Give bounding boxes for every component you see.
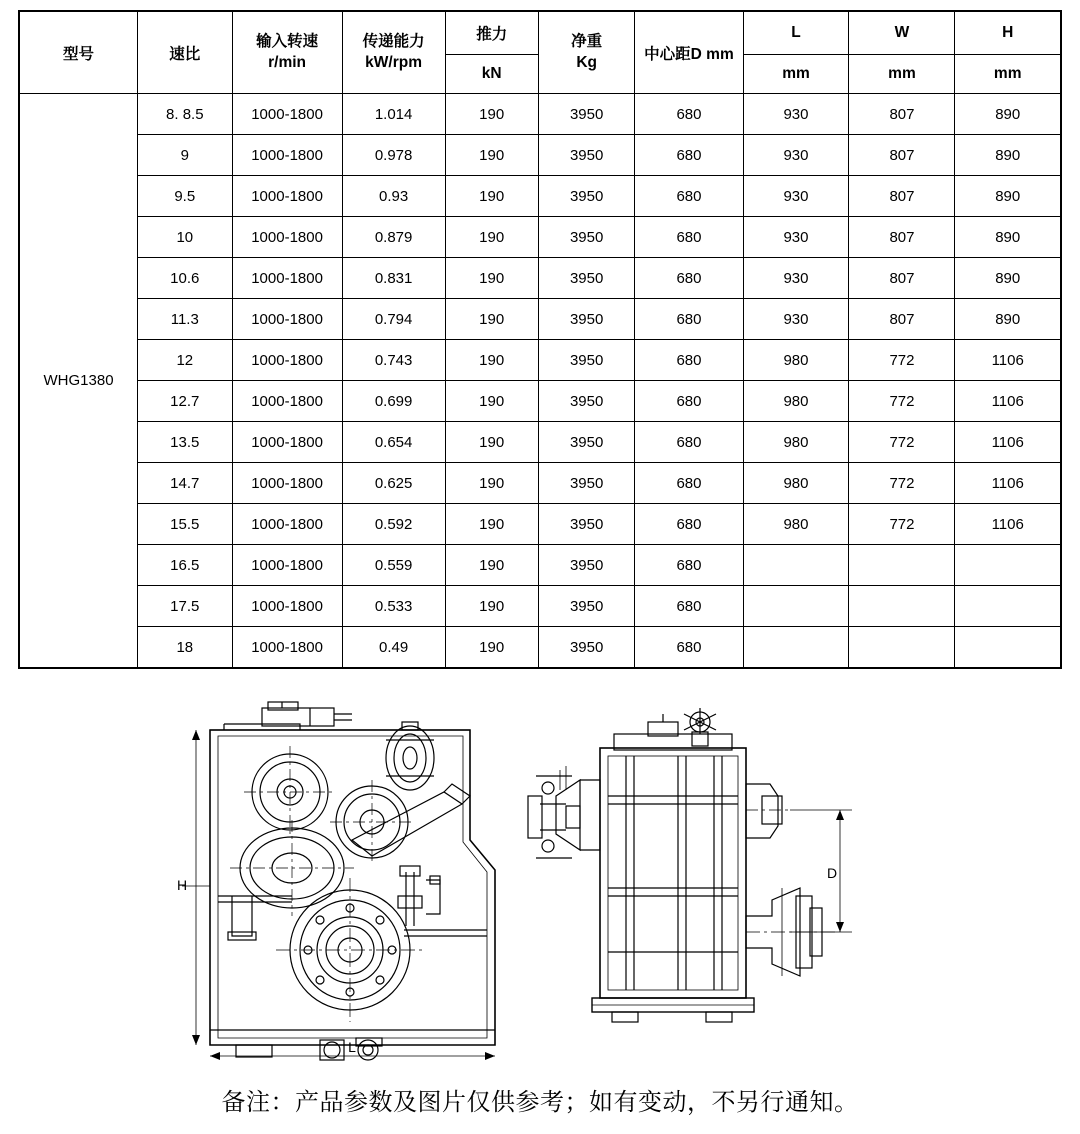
cell-weight: 3950 — [538, 627, 635, 669]
header-capacity-line1: 传递能力 — [362, 32, 425, 50]
cell-thrust: 190 — [445, 176, 538, 217]
cell-length: 980 — [743, 381, 849, 422]
cell-thrust: 190 — [445, 135, 538, 176]
cell-width: 807 — [849, 94, 955, 135]
cell-thrust: 190 — [445, 504, 538, 545]
cell-weight: 3950 — [538, 135, 635, 176]
header-thrust: 推力 — [445, 11, 538, 55]
table-row — [19, 627, 1061, 669]
cell-height — [955, 586, 1061, 627]
header-height-unit: mm — [955, 55, 1061, 94]
header-weight-line1: 净重 — [571, 32, 603, 50]
cell-height: 890 — [955, 258, 1061, 299]
header-weight-line2: Kg — [576, 53, 597, 71]
cell-center-distance: 680 — [635, 299, 743, 340]
cell-height — [955, 545, 1061, 586]
header-input-speed — [232, 11, 342, 94]
cell-capacity: 0.879 — [342, 217, 445, 258]
header-center-distance: 中心距D mm — [635, 11, 743, 94]
cell-input-speed: 1000-1800 — [232, 627, 342, 669]
table-row — [19, 258, 1061, 299]
table-header — [19, 11, 1061, 94]
cell-length: 980 — [743, 463, 849, 504]
front-view — [182, 702, 495, 1060]
header-input-speed-line2: r/min — [268, 53, 307, 71]
cell-height — [955, 627, 1061, 669]
cell-length: 930 — [743, 135, 849, 176]
table-row — [19, 340, 1061, 381]
dimension-label-d: D — [826, 865, 838, 881]
cell-weight: 3950 — [538, 463, 635, 504]
cell-weight: 3950 — [538, 340, 635, 381]
cell-thrust: 190 — [445, 545, 538, 586]
cell-weight: 3950 — [538, 258, 635, 299]
cell-model: WHG1380 — [19, 94, 138, 669]
header-weight — [538, 11, 635, 94]
cell-capacity: 0.559 — [342, 545, 445, 586]
table-row — [19, 176, 1061, 217]
cell-capacity: 0.978 — [342, 135, 445, 176]
cell-weight: 3950 — [538, 422, 635, 463]
table-row — [19, 299, 1061, 340]
cell-ratio: 9 — [138, 135, 232, 176]
header-width-unit: mm — [849, 55, 955, 94]
table-row — [19, 94, 1061, 135]
spec-table-container — [18, 10, 1062, 669]
table-row — [19, 422, 1061, 463]
cell-thrust: 190 — [445, 422, 538, 463]
cell-thrust: 190 — [445, 94, 538, 135]
cell-length: 980 — [743, 340, 849, 381]
cell-ratio: 12.7 — [138, 381, 232, 422]
cell-center-distance: 680 — [635, 463, 743, 504]
cell-height: 890 — [955, 94, 1061, 135]
cell-ratio: 14.7 — [138, 463, 232, 504]
cell-thrust: 190 — [445, 258, 538, 299]
cell-center-distance: 680 — [635, 176, 743, 217]
header-length-unit: mm — [743, 55, 849, 94]
cell-height: 1106 — [955, 504, 1061, 545]
header-thrust-unit: kN — [445, 55, 538, 94]
cell-width: 807 — [849, 217, 955, 258]
specification-table — [18, 10, 1062, 669]
cell-weight: 3950 — [538, 545, 635, 586]
cell-length: 930 — [743, 94, 849, 135]
cell-capacity: 0.93 — [342, 176, 445, 217]
cell-capacity: 0.794 — [342, 299, 445, 340]
cell-width — [849, 586, 955, 627]
cell-length: 930 — [743, 299, 849, 340]
drawing-svg — [0, 700, 1080, 1070]
cell-width: 772 — [849, 422, 955, 463]
cell-height: 890 — [955, 135, 1061, 176]
cell-center-distance: 680 — [635, 381, 743, 422]
cell-ratio: 16.5 — [138, 545, 232, 586]
cell-capacity: 0.533 — [342, 586, 445, 627]
cell-input-speed: 1000-1800 — [232, 586, 342, 627]
cell-width: 807 — [849, 258, 955, 299]
cell-ratio: 11.3 — [138, 299, 232, 340]
cell-weight: 3950 — [538, 217, 635, 258]
header-height: H — [955, 11, 1061, 55]
cell-input-speed: 1000-1800 — [232, 299, 342, 340]
footnote-remark: 备注：产品参数及图片仅供参考；如有变动，不另行通知。 — [221, 1089, 859, 1116]
cell-center-distance: 680 — [635, 586, 743, 627]
cell-thrust: 190 — [445, 299, 538, 340]
cell-capacity: 0.654 — [342, 422, 445, 463]
cell-ratio: 18 — [138, 627, 232, 669]
table-row — [19, 381, 1061, 422]
cell-input-speed: 1000-1800 — [232, 135, 342, 176]
cell-input-speed: 1000-1800 — [232, 504, 342, 545]
table-body — [19, 94, 1061, 669]
cell-thrust: 190 — [445, 627, 538, 669]
cell-center-distance: 680 — [635, 94, 743, 135]
table-row — [19, 217, 1061, 258]
header-ratio: 速比 — [138, 11, 232, 94]
cell-capacity: 0.831 — [342, 258, 445, 299]
cell-width: 807 — [849, 135, 955, 176]
cell-ratio: 10 — [138, 217, 232, 258]
cell-center-distance: 680 — [635, 135, 743, 176]
cell-height: 1106 — [955, 463, 1061, 504]
cell-input-speed: 1000-1800 — [232, 340, 342, 381]
cell-weight: 3950 — [538, 299, 635, 340]
cell-width: 772 — [849, 463, 955, 504]
cell-capacity: 0.49 — [342, 627, 445, 669]
cell-thrust: 190 — [445, 463, 538, 504]
header-length: L — [743, 11, 849, 55]
cell-input-speed: 1000-1800 — [232, 94, 342, 135]
cell-height: 890 — [955, 217, 1061, 258]
cell-length: 980 — [743, 422, 849, 463]
cell-capacity: 0.743 — [342, 340, 445, 381]
cell-thrust: 190 — [445, 217, 538, 258]
cell-capacity: 0.625 — [342, 463, 445, 504]
cell-center-distance: 680 — [635, 217, 743, 258]
cell-ratio: 9.5 — [138, 176, 232, 217]
cell-center-distance: 680 — [635, 627, 743, 669]
cell-length — [743, 586, 849, 627]
cell-height: 1106 — [955, 422, 1061, 463]
cell-width — [849, 627, 955, 669]
cell-thrust: 190 — [445, 586, 538, 627]
cell-input-speed: 1000-1800 — [232, 545, 342, 586]
table-row — [19, 463, 1061, 504]
cell-ratio: 10.6 — [138, 258, 232, 299]
dimension-label-l: L — [348, 1039, 356, 1055]
cell-center-distance: 680 — [635, 504, 743, 545]
gearbox-technical-drawing — [0, 700, 1080, 1070]
cell-thrust: 190 — [445, 381, 538, 422]
cell-ratio: 8. 8.5 — [138, 94, 232, 135]
cell-thrust: 190 — [445, 340, 538, 381]
cell-length — [743, 545, 849, 586]
cell-length: 930 — [743, 176, 849, 217]
cell-capacity: 0.592 — [342, 504, 445, 545]
cell-weight: 3950 — [538, 176, 635, 217]
cell-length: 930 — [743, 258, 849, 299]
cell-input-speed: 1000-1800 — [232, 217, 342, 258]
cell-center-distance: 680 — [635, 422, 743, 463]
cell-input-speed: 1000-1800 — [232, 381, 342, 422]
table-row — [19, 504, 1061, 545]
header-capacity — [342, 11, 445, 94]
cell-ratio: 17.5 — [138, 586, 232, 627]
cell-ratio: 12 — [138, 340, 232, 381]
cell-ratio: 13.5 — [138, 422, 232, 463]
cell-weight: 3950 — [538, 94, 635, 135]
cell-width: 772 — [849, 340, 955, 381]
cell-input-speed: 1000-1800 — [232, 463, 342, 504]
cell-width: 807 — [849, 176, 955, 217]
header-width: W — [849, 11, 955, 55]
header-model: 型号 — [19, 11, 138, 94]
cell-ratio: 15.5 — [138, 504, 232, 545]
table-row — [19, 135, 1061, 176]
cell-width: 772 — [849, 504, 955, 545]
cell-center-distance: 680 — [635, 340, 743, 381]
cell-height: 890 — [955, 299, 1061, 340]
cell-height: 890 — [955, 176, 1061, 217]
cell-width — [849, 545, 955, 586]
header-capacity-line2: kW/rpm — [365, 53, 422, 71]
cell-height: 1106 — [955, 340, 1061, 381]
cell-center-distance: 680 — [635, 258, 743, 299]
cell-weight: 3950 — [538, 586, 635, 627]
dimension-label-h: H — [176, 877, 188, 893]
cell-input-speed: 1000-1800 — [232, 176, 342, 217]
header-input-speed-line1: 输入转速 — [256, 32, 319, 50]
cell-center-distance: 680 — [635, 545, 743, 586]
cell-weight: 3950 — [538, 381, 635, 422]
cell-capacity: 0.699 — [342, 381, 445, 422]
cell-height: 1106 — [955, 381, 1061, 422]
cell-weight: 3950 — [538, 504, 635, 545]
cell-length: 930 — [743, 217, 849, 258]
cell-input-speed: 1000-1800 — [232, 422, 342, 463]
cell-input-speed: 1000-1800 — [232, 258, 342, 299]
side-view — [528, 708, 852, 1022]
cell-length — [743, 627, 849, 669]
cell-width: 772 — [849, 381, 955, 422]
cell-width: 807 — [849, 299, 955, 340]
cell-capacity: 1.014 — [342, 94, 445, 135]
cell-length: 980 — [743, 504, 849, 545]
table-row — [19, 545, 1061, 586]
table-row — [19, 586, 1061, 627]
